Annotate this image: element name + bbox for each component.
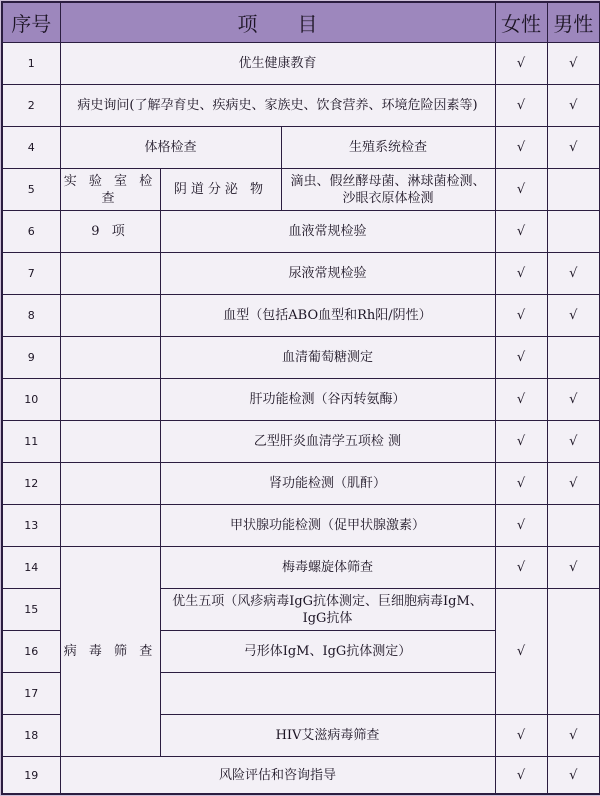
- row-number: 2: [2, 85, 60, 127]
- table-row: [2, 127, 600, 169]
- row-number: 1: [2, 43, 60, 85]
- lab-blank: [60, 421, 160, 463]
- male-empty: [547, 505, 600, 547]
- female-check: √: [495, 463, 547, 505]
- lab-blank: [60, 463, 160, 505]
- row-number: 8: [2, 295, 60, 337]
- female-check: √: [495, 589, 547, 715]
- male-check: √: [547, 253, 600, 295]
- row-item: 肝功能检测（谷丙转氨酶）: [160, 379, 495, 421]
- male-check: √: [547, 85, 600, 127]
- table-row: [2, 505, 600, 547]
- row-item: 滴虫、假丝酵母菌、淋球菌检测、沙眼衣原体检测: [281, 169, 495, 211]
- row-number: 18: [2, 715, 60, 757]
- row-item: 乙型肝炎血清学五项检 测: [160, 421, 495, 463]
- male-check: √: [547, 127, 600, 169]
- row-item: 甲状腺功能检测（促甲状腺激素）: [160, 505, 495, 547]
- row-item: 肾功能检测（肌酐）: [160, 463, 495, 505]
- female-check: √: [495, 295, 547, 337]
- table-row: [2, 757, 600, 795]
- female-check: √: [495, 337, 547, 379]
- male-check: √: [547, 43, 600, 85]
- header-female: 女性: [495, 2, 547, 43]
- row-number: 11: [2, 421, 60, 463]
- row-number: 16: [2, 631, 60, 673]
- row-item: 血液常规检验: [160, 211, 495, 253]
- table-row: [2, 463, 600, 505]
- table-row: [2, 295, 600, 337]
- row-item: 优生健康教育: [60, 43, 495, 85]
- row-number: 10: [2, 379, 60, 421]
- male-empty: [547, 169, 600, 211]
- female-check: √: [495, 211, 547, 253]
- female-check: √: [495, 715, 547, 757]
- male-empty: [547, 589, 600, 715]
- virus-screening-group: 病 毒 筛 查: [60, 547, 160, 757]
- lab-count-label: 9 项: [60, 211, 160, 253]
- header-row: [2, 2, 600, 43]
- male-check: √: [547, 757, 600, 795]
- female-check: √: [495, 379, 547, 421]
- vaginal-secretion-label: 阴道分泌 物: [160, 169, 281, 211]
- male-check: √: [547, 379, 600, 421]
- lab-blank: [60, 295, 160, 337]
- table-row: [2, 379, 600, 421]
- male-check: √: [547, 547, 600, 589]
- physical-exam-label: 体格检查: [60, 127, 281, 169]
- row-number: 5: [2, 169, 60, 211]
- female-check: √: [495, 253, 547, 295]
- row-number: 17: [2, 673, 60, 715]
- checkup-table: [1, 1, 600, 795]
- row-number: 13: [2, 505, 60, 547]
- female-check: √: [495, 85, 547, 127]
- row-item: 病史询问(了解孕育史、疾病史、家族史、饮食营养、环境危险因素等): [60, 85, 495, 127]
- table-row: [2, 337, 600, 379]
- row-item: 梅毒螺旋体筛查: [160, 547, 495, 589]
- table-row: [2, 547, 600, 589]
- female-check: √: [495, 169, 547, 211]
- lab-blank: [60, 379, 160, 421]
- male-empty: [547, 211, 600, 253]
- row-number: 15: [2, 589, 60, 631]
- row-item: 弓形体IgM、IgG抗体测定）: [160, 631, 495, 673]
- lab-blank: [60, 337, 160, 379]
- header-male: 男性: [547, 2, 600, 43]
- header-no: 序号: [2, 2, 60, 43]
- row-item: 血清葡萄糖测定: [160, 337, 495, 379]
- table-row: [2, 169, 600, 211]
- table-row: [2, 253, 600, 295]
- table-row: [2, 211, 600, 253]
- lab-exam-label: 实 验 室 检 查: [60, 169, 160, 211]
- row-number: 12: [2, 463, 60, 505]
- header-item: 项 目: [60, 2, 495, 43]
- row-item: 风险评估和咨询指导: [60, 757, 495, 795]
- row-number: 14: [2, 547, 60, 589]
- female-check: √: [495, 547, 547, 589]
- female-check: √: [495, 43, 547, 85]
- row-item: 优生五项（风疹病毒IgG抗体测定、巨细胞病毒IgM、IgG抗体: [160, 589, 495, 631]
- female-check: √: [495, 505, 547, 547]
- row-number: 9: [2, 337, 60, 379]
- female-check: √: [495, 757, 547, 795]
- lab-blank: [60, 505, 160, 547]
- female-check: √: [495, 127, 547, 169]
- table-row: [2, 421, 600, 463]
- reproductive-exam-label: 生殖系统检查: [281, 127, 495, 169]
- row-item: 血型（包括ABO血型和Rh阳/阴性）: [160, 295, 495, 337]
- table-row: [2, 85, 600, 127]
- row-number: 19: [2, 757, 60, 795]
- row-item: [160, 673, 495, 715]
- female-check: √: [495, 421, 547, 463]
- male-check: √: [547, 295, 600, 337]
- table-row: [2, 43, 600, 85]
- row-number: 4: [2, 127, 60, 169]
- male-check: √: [547, 715, 600, 757]
- row-number: 6: [2, 211, 60, 253]
- male-check: √: [547, 463, 600, 505]
- row-item: HIV艾滋病毒筛查: [160, 715, 495, 757]
- row-number: 7: [2, 253, 60, 295]
- male-empty: [547, 337, 600, 379]
- male-check: √: [547, 421, 600, 463]
- lab-blank: [60, 253, 160, 295]
- row-item: 尿液常规检验: [160, 253, 495, 295]
